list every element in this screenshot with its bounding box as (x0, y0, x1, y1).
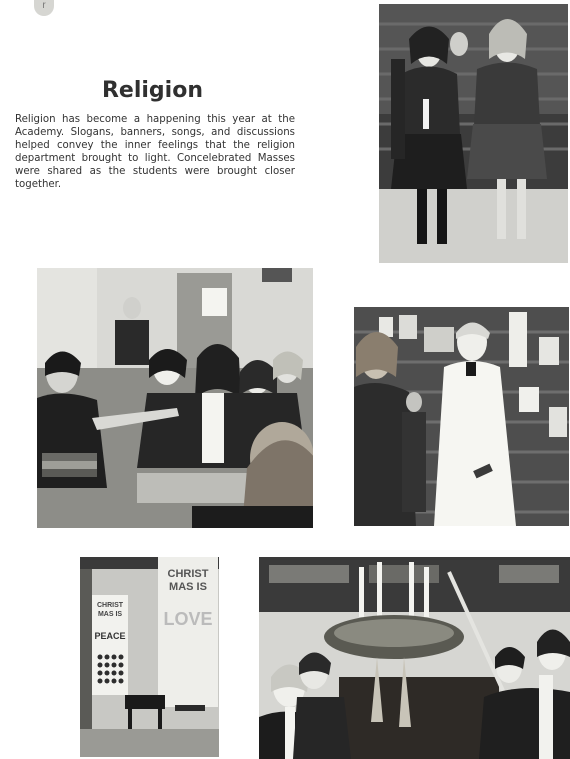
article-body: Religion has become a happening this year at the Academy. Slogans, banners, songs, and discussions helped convey the inner feelings that the religion department brought to light. Concelebrated Masses were shared as the students were brought closer together. (15, 114, 295, 191)
banner-right-line-1: CHRIST (167, 568, 209, 580)
page-title: Religion (101, 77, 203, 103)
banner-left-line-2: MAS IS (97, 611, 123, 618)
photo-classroom-discussion (37, 268, 313, 528)
photo-students-standing (379, 4, 568, 263)
photo-advent-wreath (259, 557, 570, 759)
banner-right-word: LOVE (163, 609, 213, 629)
photo-chapel-banners (80, 557, 219, 757)
photo-priest-with-students (354, 307, 569, 526)
banner-right-line-2: MAS IS (169, 581, 207, 593)
page-corner-mark: r (34, 0, 54, 16)
banner-left-word: PEACE (94, 631, 126, 641)
banner-left-line-1: CHRIST (96, 602, 124, 609)
